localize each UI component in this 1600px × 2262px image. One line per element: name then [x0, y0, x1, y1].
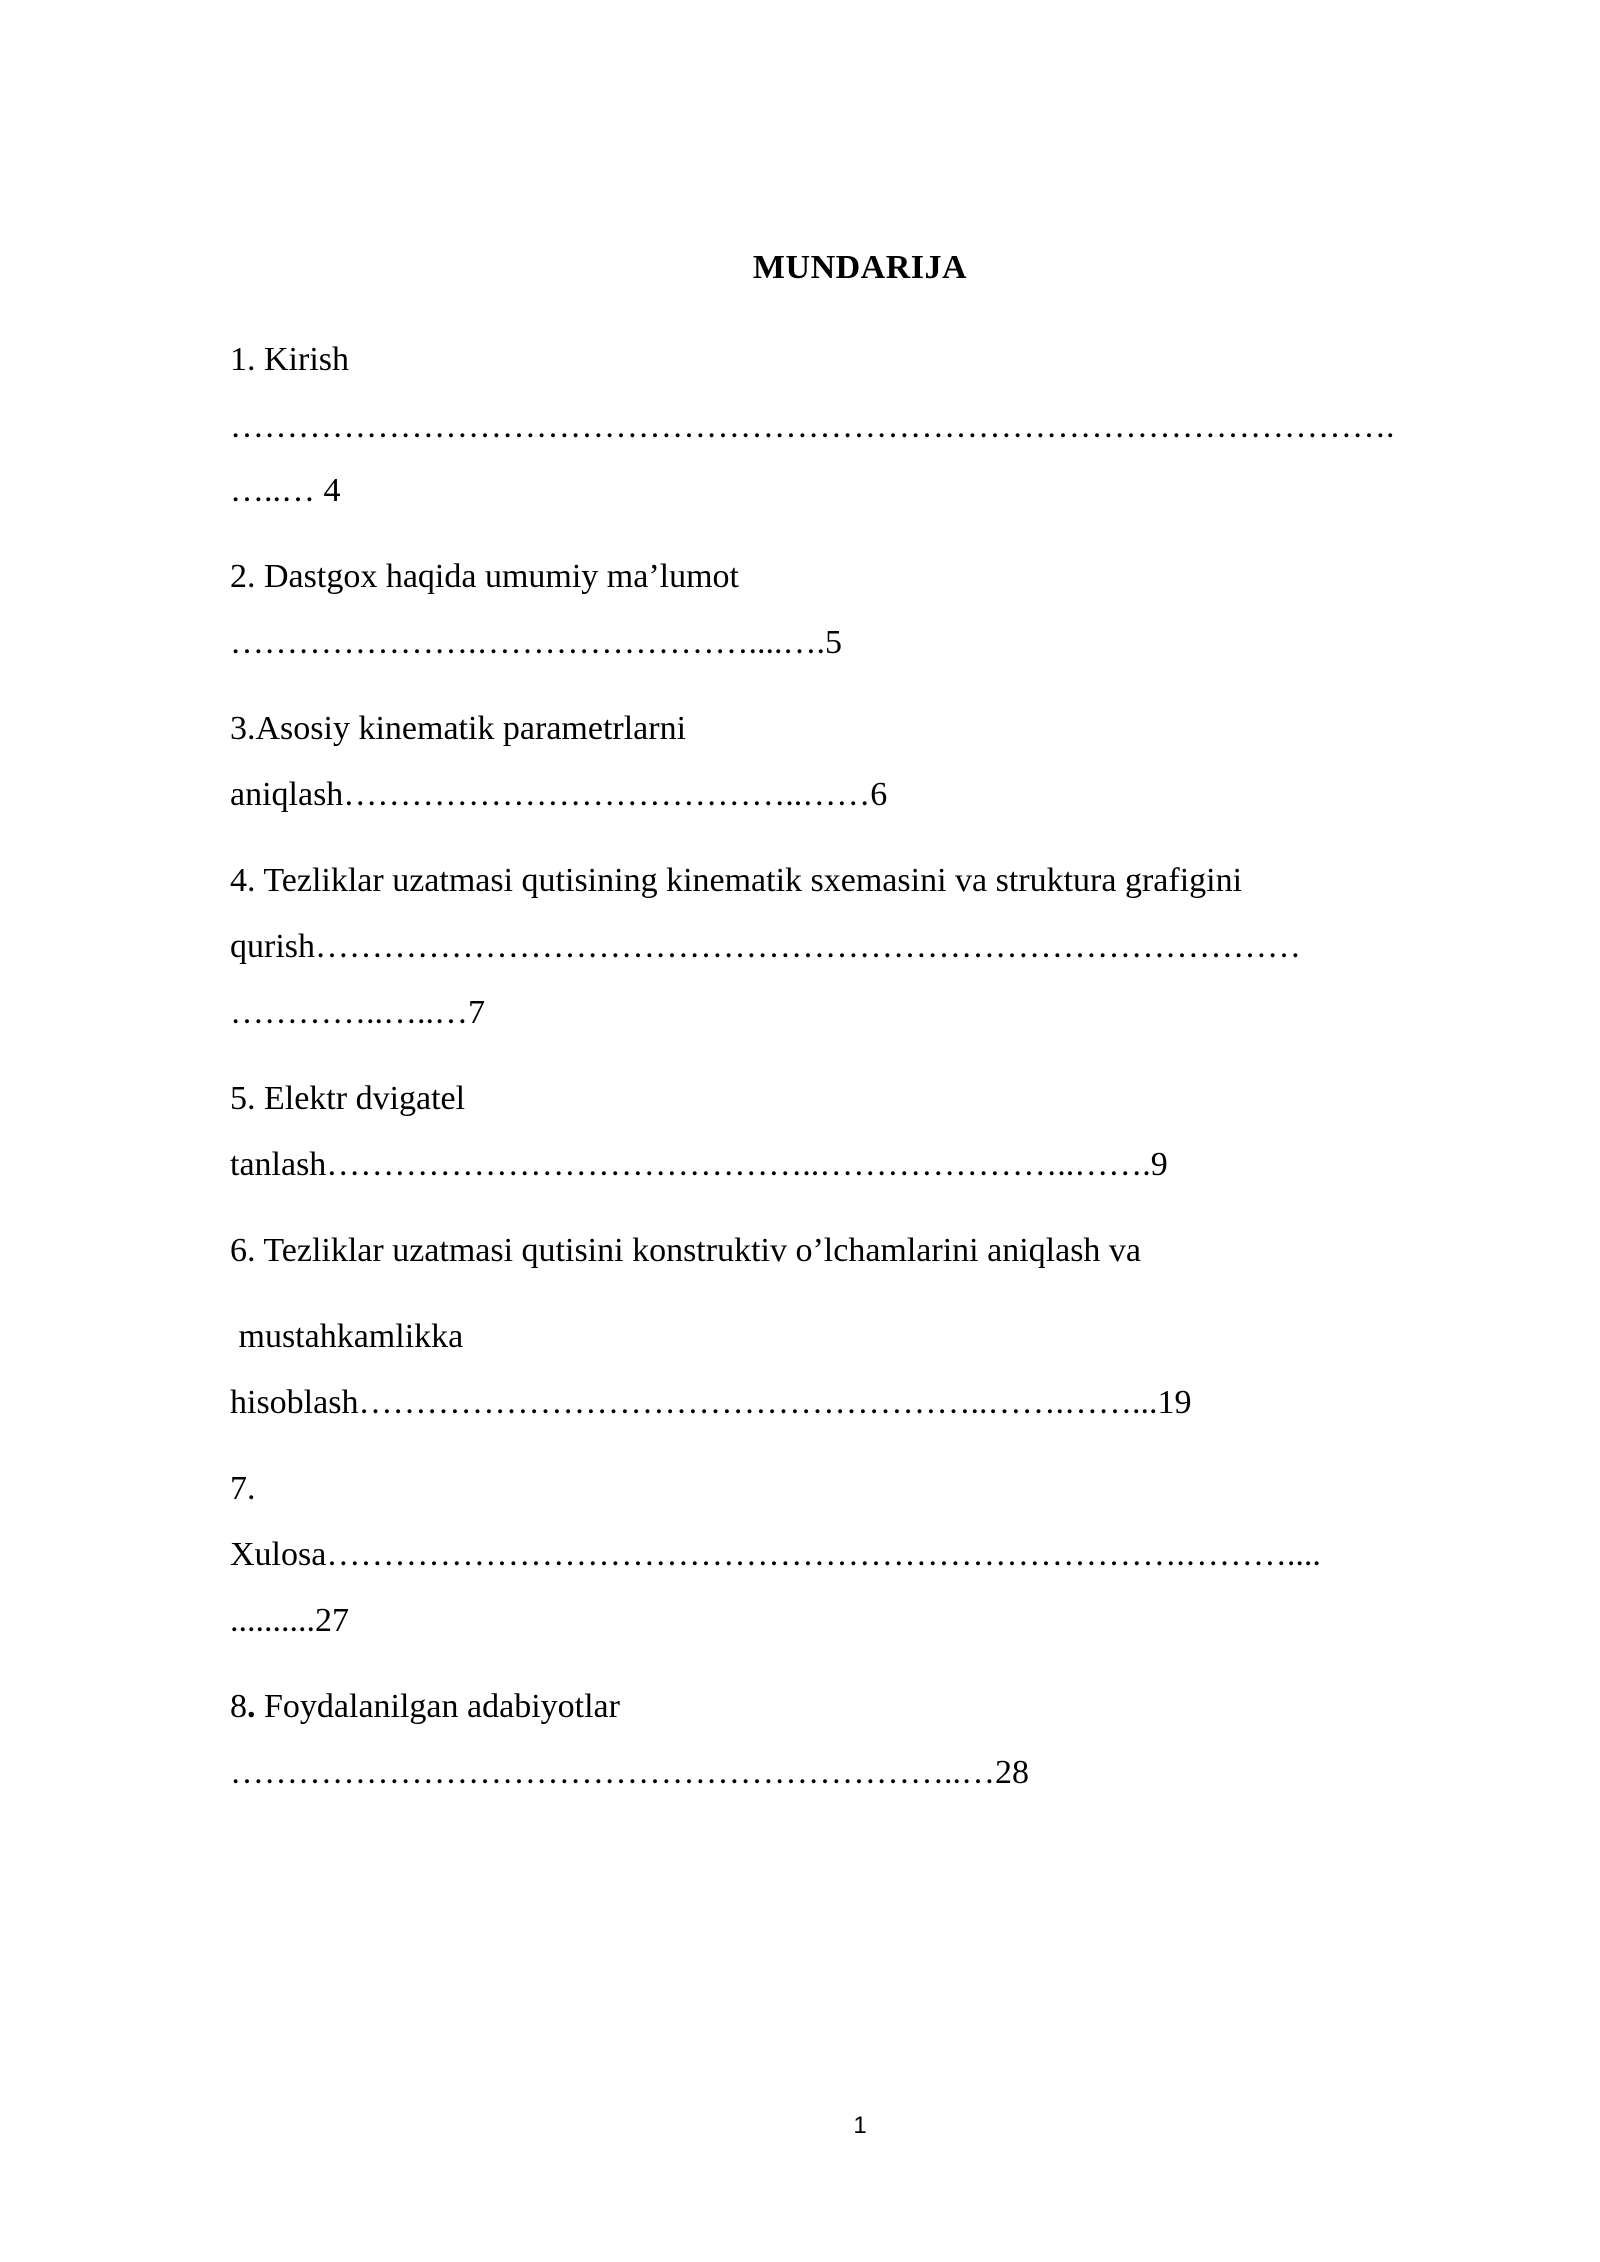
toc-entry-3-title: 3.Asosiy kinematik parametrlarni [230, 710, 687, 747]
toc-entry-4-title: 4. Tezliklar uzatmasi qutisining kinematik sxemasini va struktura grafigini [230, 862, 1243, 899]
page-number: 1 [853, 2112, 867, 2139]
toc-entry-5-page: tanlash……………………………………..…………………..…….9 [230, 1146, 1168, 1183]
toc-entry-2-title: 2. Dastgox haqida umumiy ma’lumot [230, 558, 739, 595]
toc-entry-7-title: Xulosa………………………………………………………………….……….... [230, 1536, 1321, 1573]
toc-entry-8-title [230, 1683, 620, 1731]
toc-entry-8-title-text: . Foydalanilgan adabiyotlar [247, 1688, 620, 1725]
toc-entry-1-title: 1. Kirish [230, 341, 349, 378]
toc-entry-4-leader: qurish…………………………………………………………………………… [230, 928, 1301, 965]
toc-entry-4-page: …………..…..…7 [230, 994, 485, 1031]
toc-entry-7-page: ..........27 [230, 1602, 349, 1639]
toc-entry-6-page: hisoblash………………………………………………..…….……...19 [230, 1384, 1192, 1421]
toc-entry-8-page: ………………………………………………………..…28 [230, 1754, 1029, 1791]
toc-entry-8-number: 8 [230, 1688, 247, 1725]
page-title: MUNDARIJA [752, 249, 968, 286]
toc-entry-6-title-cont: mustahkamlikka [230, 1318, 464, 1355]
toc-entry-6-title: 6. Tezliklar uzatmasi qutisini konstruktiv o’lchamlarini aniqlash va [230, 1232, 1142, 1269]
toc-entry-5-title: 5. Elektr dvigatel [230, 1080, 466, 1117]
toc-entry-1-page: …..… 4 [230, 472, 341, 509]
toc-entry-7-number: 7. [230, 1470, 256, 1507]
toc-entry-1-leader: …………………………………………………………………………………………. [230, 408, 1395, 445]
toc-entry-3-page: aniqlash…………………………………..……6 [230, 776, 888, 813]
toc-entry-2-page: ………………….……………………....….5 [230, 624, 842, 661]
